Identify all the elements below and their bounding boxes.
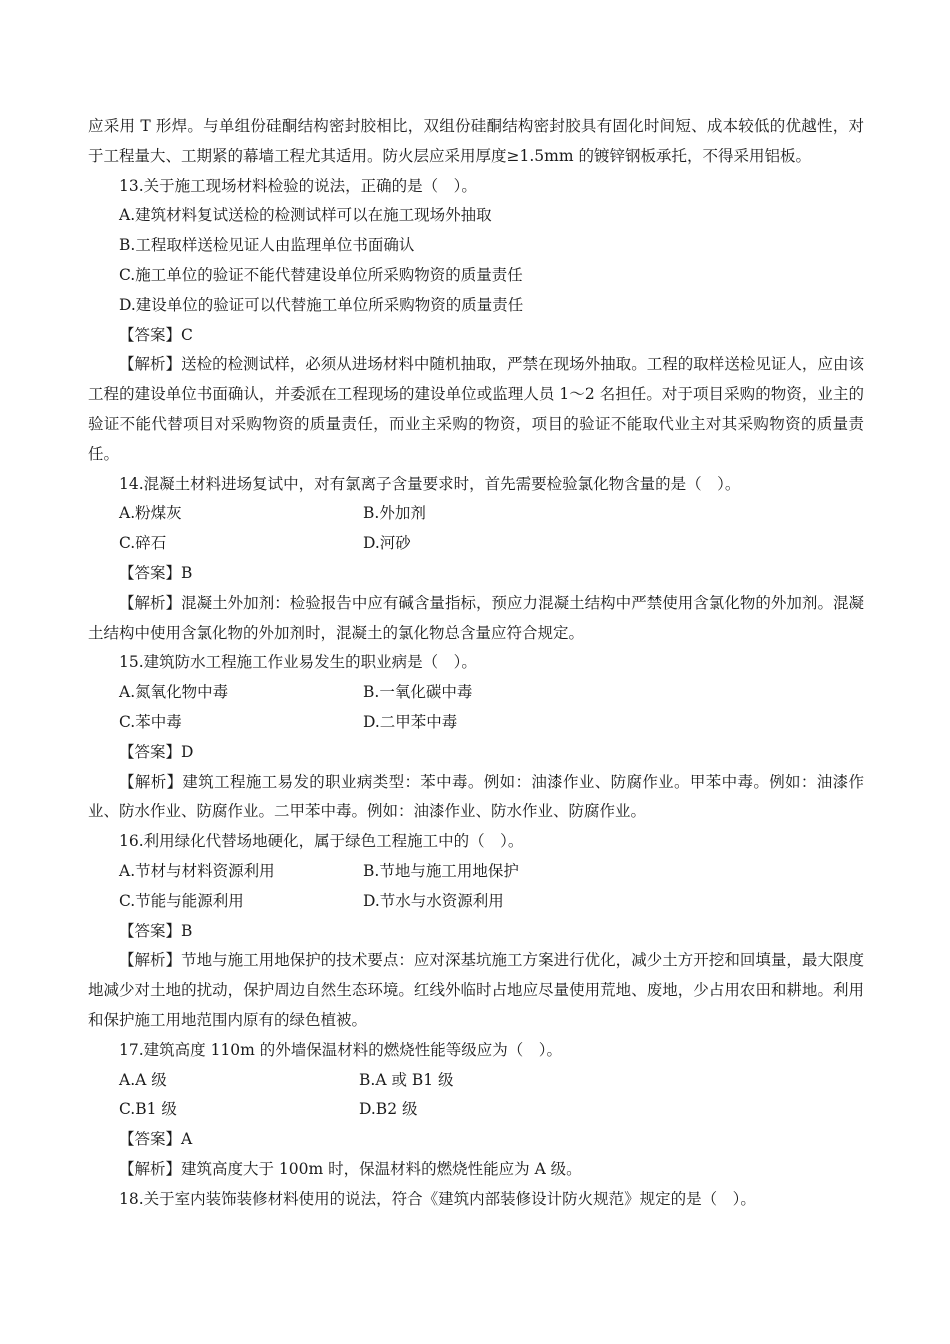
answer: 【答案】D (119, 742, 194, 761)
question-15 (88, 648, 864, 827)
option-a: A.建筑材料复试送检的检测试样可以在施工现场外抽取 (119, 206, 492, 225)
answer: 【答案】C (119, 325, 193, 344)
option-c: C.B1 级 (119, 1100, 177, 1119)
answer: 【答案】B (119, 563, 193, 582)
option-d: D.建设单位的验证可以代替施工单位所采购物资的质量责任 (119, 295, 524, 314)
option-c: C.苯中毒 (119, 712, 182, 731)
option-a: A.氮氧化物中毒 (119, 683, 229, 702)
option-a: A.A 级 (119, 1070, 167, 1089)
question-16 (88, 827, 864, 1036)
question-stem: 16.利用绿化代替场地硬化，属于绿色工程施工中的（ ）。 (119, 832, 524, 851)
answer: 【答案】B (119, 921, 193, 940)
analysis: 【解析】混凝土外加剂：检验报告中应有碱含量指标，预应力混凝土结构中严禁使用含氯化物的外加剂。混凝土结构中使用含氯化物的外加剂时，混凝土的氯化物总含量应符合规定。 (88, 593, 864, 642)
option-d: D.节水与水资源利用 (363, 891, 504, 910)
option-c: C.节能与能源利用 (119, 891, 244, 910)
option-d: D.二甲苯中毒 (363, 712, 458, 731)
question-stem: 18.关于室内装饰装修材料使用的说法，符合《建筑内部装修设计防火规范》规定的是（ ）。 (119, 1189, 756, 1208)
option-a: A.粉煤灰 (119, 504, 182, 523)
option-a: A.节材与材料资源利用 (119, 861, 275, 880)
option-d: D.B2 级 (359, 1100, 418, 1119)
analysis: 【解析】建筑工程施工易发的职业病类型：苯中毒。例如：油漆作业、防腐作业。甲苯中毒。例如：油漆作业、防水作业、防腐作业。二甲苯中毒。例如：油漆作业、防水作业、防腐作业。 (88, 772, 864, 821)
question-stem: 15.建筑防水工程施工作业易发生的职业病是（ ）。 (119, 653, 477, 672)
option-b: B.A 或 B1 级 (359, 1070, 454, 1089)
answer: 【答案】A (119, 1130, 193, 1149)
option-b: B.外加剂 (363, 504, 426, 523)
analysis: 【解析】送检的检测试样，必须从进场材料中随机抽取，严禁在现场外抽取。工程的取样送检见证人，应由该工程的建设单位书面确认，并委派在工程现场的建设单位或监理人员 1～2 名担任。对于项目采购的物资，业主的验证不能代替项目对采购物资的质量责任，而业主采购的物资，项目的验证不能取代业主对其采购物资的质量责任。 (88, 355, 864, 463)
analysis: 【解析】节地与施工用地保护的技术要点：应对深基坑施工方案进行优化，减少土方开挖和回填量，最大限度地减少对土地的扰动，保护周边自然生态环境。红线外临时占地应尽量使用荒地、废地，少占用农田和耕地。利用和保护施工用地范围内原有的绿色植被。 (88, 951, 864, 1029)
question-13 (88, 172, 864, 470)
question-14 (88, 470, 864, 649)
option-c: C.施工单位的验证不能代替建设单位所采购物资的质量责任 (119, 265, 523, 284)
question-stem: 14.混凝土材料进场复试中，对有氯离子含量要求时，首先需要检验氯化物含量的是（ ）。 (119, 474, 741, 493)
option-b: B.一氧化碳中毒 (363, 683, 473, 702)
option-d: D.河砂 (363, 534, 411, 553)
analysis: 【解析】建筑高度大于 100m 时，保温材料的燃烧性能应为 A 级。 (119, 1159, 582, 1178)
intro-paragraph: 应采用 T 形焊。与单组份硅酮结构密封胶相比，双组份硅酮结构密封胶具有固化时间短、成本较低的优越性，对于工程量大、工期紧的幕墙工程尤其适用。防火层应采用厚度≥1.5mm 的镀锌钢板承托，不得采用铝板。 (88, 117, 864, 165)
option-b: B.工程取样送检见证人由监理单位书面确认 (119, 236, 415, 255)
question-18 (88, 1185, 864, 1215)
question-stem: 17.建筑高度 110m 的外墙保温材料的燃烧性能等级应为（ ）。 (119, 1040, 563, 1059)
option-c: C.碎石 (119, 534, 167, 553)
question-17 (88, 1036, 864, 1185)
option-b: B.节地与施工用地保护 (363, 861, 519, 880)
document-page (88, 112, 864, 1214)
question-stem: 13.关于施工现场材料检验的说法，正确的是（ ）。 (119, 176, 477, 195)
